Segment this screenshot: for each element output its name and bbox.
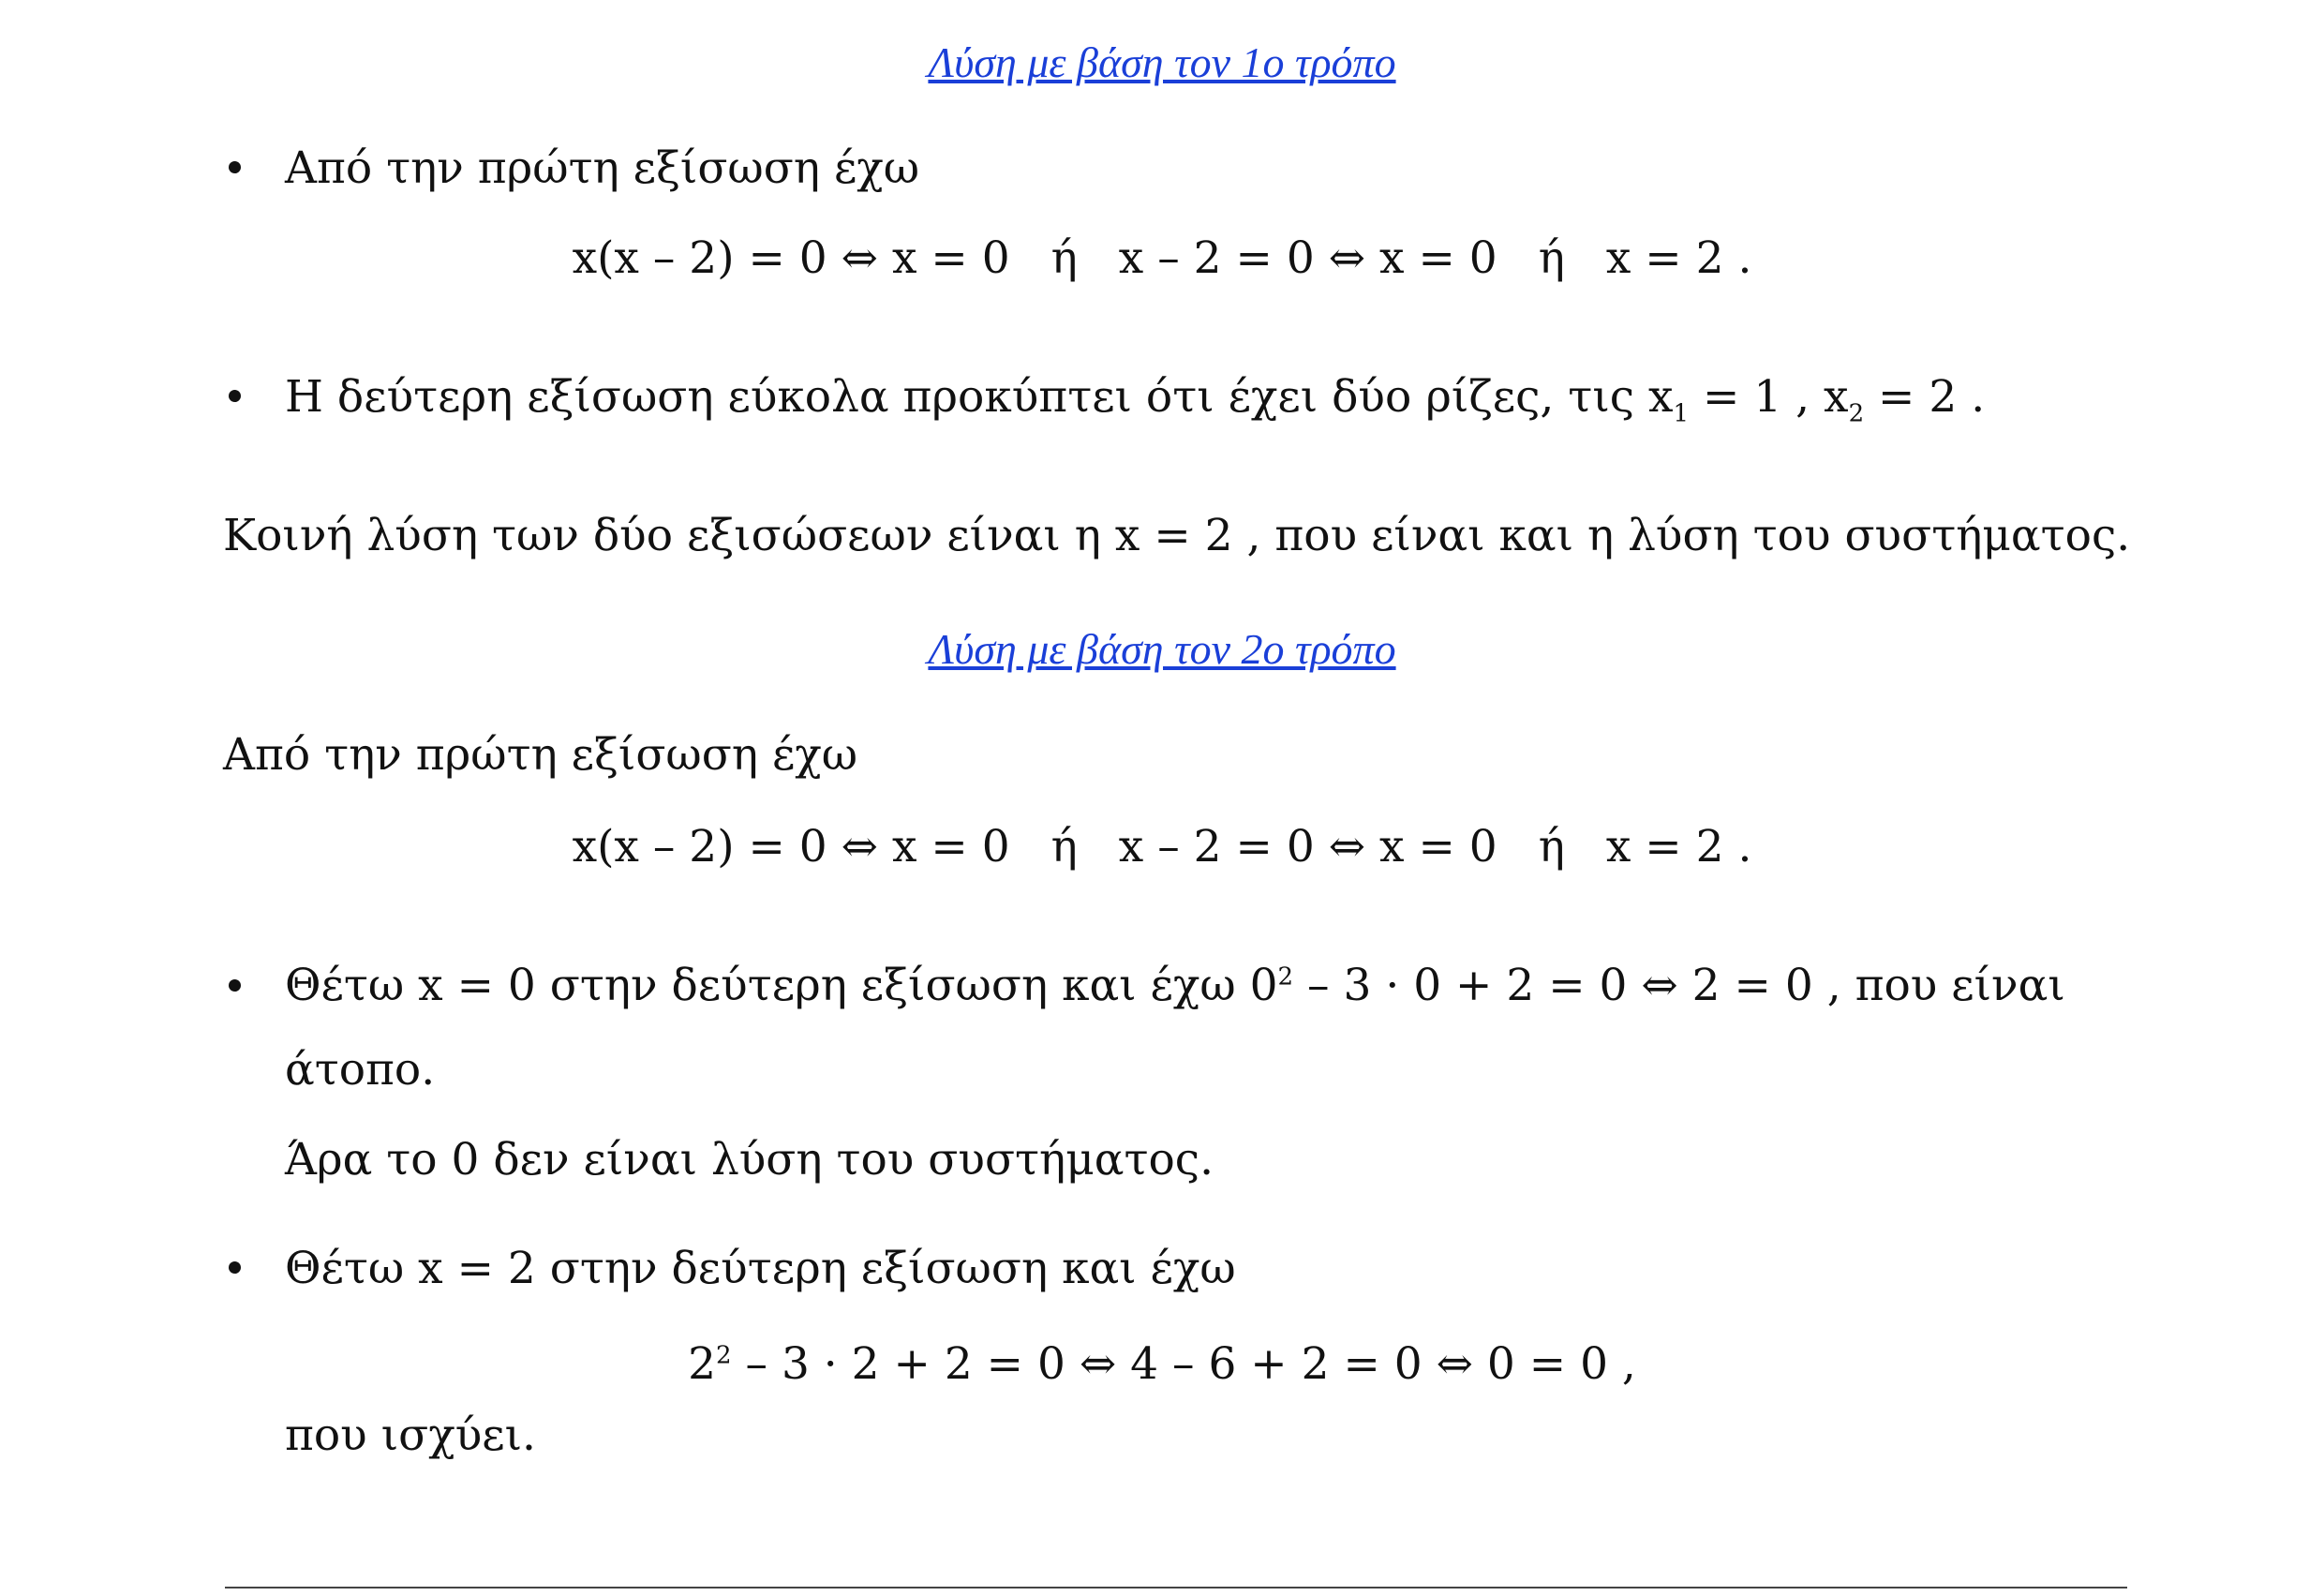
substitute-zero-text: Θέτω x = 0 στην δεύτερη εξίσωση και έχω 0 — [285, 960, 1278, 1011]
or-word: ή — [1050, 821, 1078, 873]
equation-line-1 — [0, 232, 2324, 284]
or-word: ή — [1050, 232, 1078, 284]
method2-bullet1-continuation: άτοπο. — [285, 1044, 436, 1096]
method2-bullet2-text: Θέτω x = 2 στην δεύτερη εξίσωση και έχω — [285, 1243, 1236, 1294]
substitute-zero-result: – 3 · 0 + 2 = 0 ⇔ 2 = 0 , που είναι — [1293, 960, 2065, 1011]
eq1-part1: x(x – 2) = 0 ⇔ x = 0 — [572, 232, 1010, 284]
method1-bullet1-text: Από την πρώτη εξίσωση έχω — [285, 142, 920, 194]
bullet-dot — [229, 979, 241, 992]
eq2-part1: x(x – 2) = 0 ⇔ x = 0 — [572, 821, 1010, 873]
equation-line-2 — [0, 821, 2324, 873]
method2-bullet2-continuation: που ισχύει. — [285, 1410, 536, 1461]
footer-divider — [225, 1587, 2127, 1589]
eq1-part3: x = 2 . — [1605, 232, 1752, 284]
root2-value: = 2 . — [1864, 371, 1986, 423]
eq3-exponent: 2 — [716, 1341, 732, 1370]
method2-bullet1-text — [285, 960, 2065, 1011]
eq2-part2: x – 2 = 0 ⇔ x = 0 — [1118, 821, 1497, 873]
method2-intro-text: Από την πρώτη εξίσωση έχω — [223, 729, 858, 781]
bullet-dot — [229, 1261, 241, 1274]
bullet-dot — [229, 390, 241, 402]
method2-bullet1-conclusion: Άρα το 0 δεν είναι λύση του συστήματος. — [285, 1134, 1214, 1186]
root2-subscript: 2 — [1848, 399, 1865, 428]
bullet-dot — [229, 161, 241, 173]
equation-line-3 — [0, 1338, 2324, 1390]
method2-heading-link[interactable]: Λύση με βάση τον 2ο τρόπο — [928, 625, 1396, 673]
exponent: 2 — [1277, 962, 1294, 992]
or-word: ή — [1538, 232, 1565, 284]
roots-text: Η δεύτερη εξίσωση εύκολα προκύπτει ότι έχει δύο ρίζες, τις x — [285, 371, 1674, 423]
eq1-part2: x – 2 = 0 ⇔ x = 0 — [1118, 232, 1497, 284]
method1-heading-link[interactable]: Λύση με βάση τον 1ο τρόπο — [928, 38, 1396, 86]
root1-subscript: 1 — [1673, 399, 1690, 428]
eq3-base: 2 — [688, 1338, 717, 1390]
root1-value: = 1 , x — [1689, 371, 1849, 423]
eq2-part3: x = 2 . — [1605, 821, 1752, 873]
common-solution-text: Κοινή λύση των δύο εξισώσεων είναι η x = 2 , που είναι και η λύση του συστήματος. — [223, 510, 2131, 561]
eq3-rest: – 3 · 2 + 2 = 0 ⇔ 4 – 6 + 2 = 0 ⇔ 0 = 0 , — [731, 1338, 1636, 1390]
or-word: ή — [1538, 821, 1565, 873]
method1-bullet2-text — [285, 371, 1986, 428]
